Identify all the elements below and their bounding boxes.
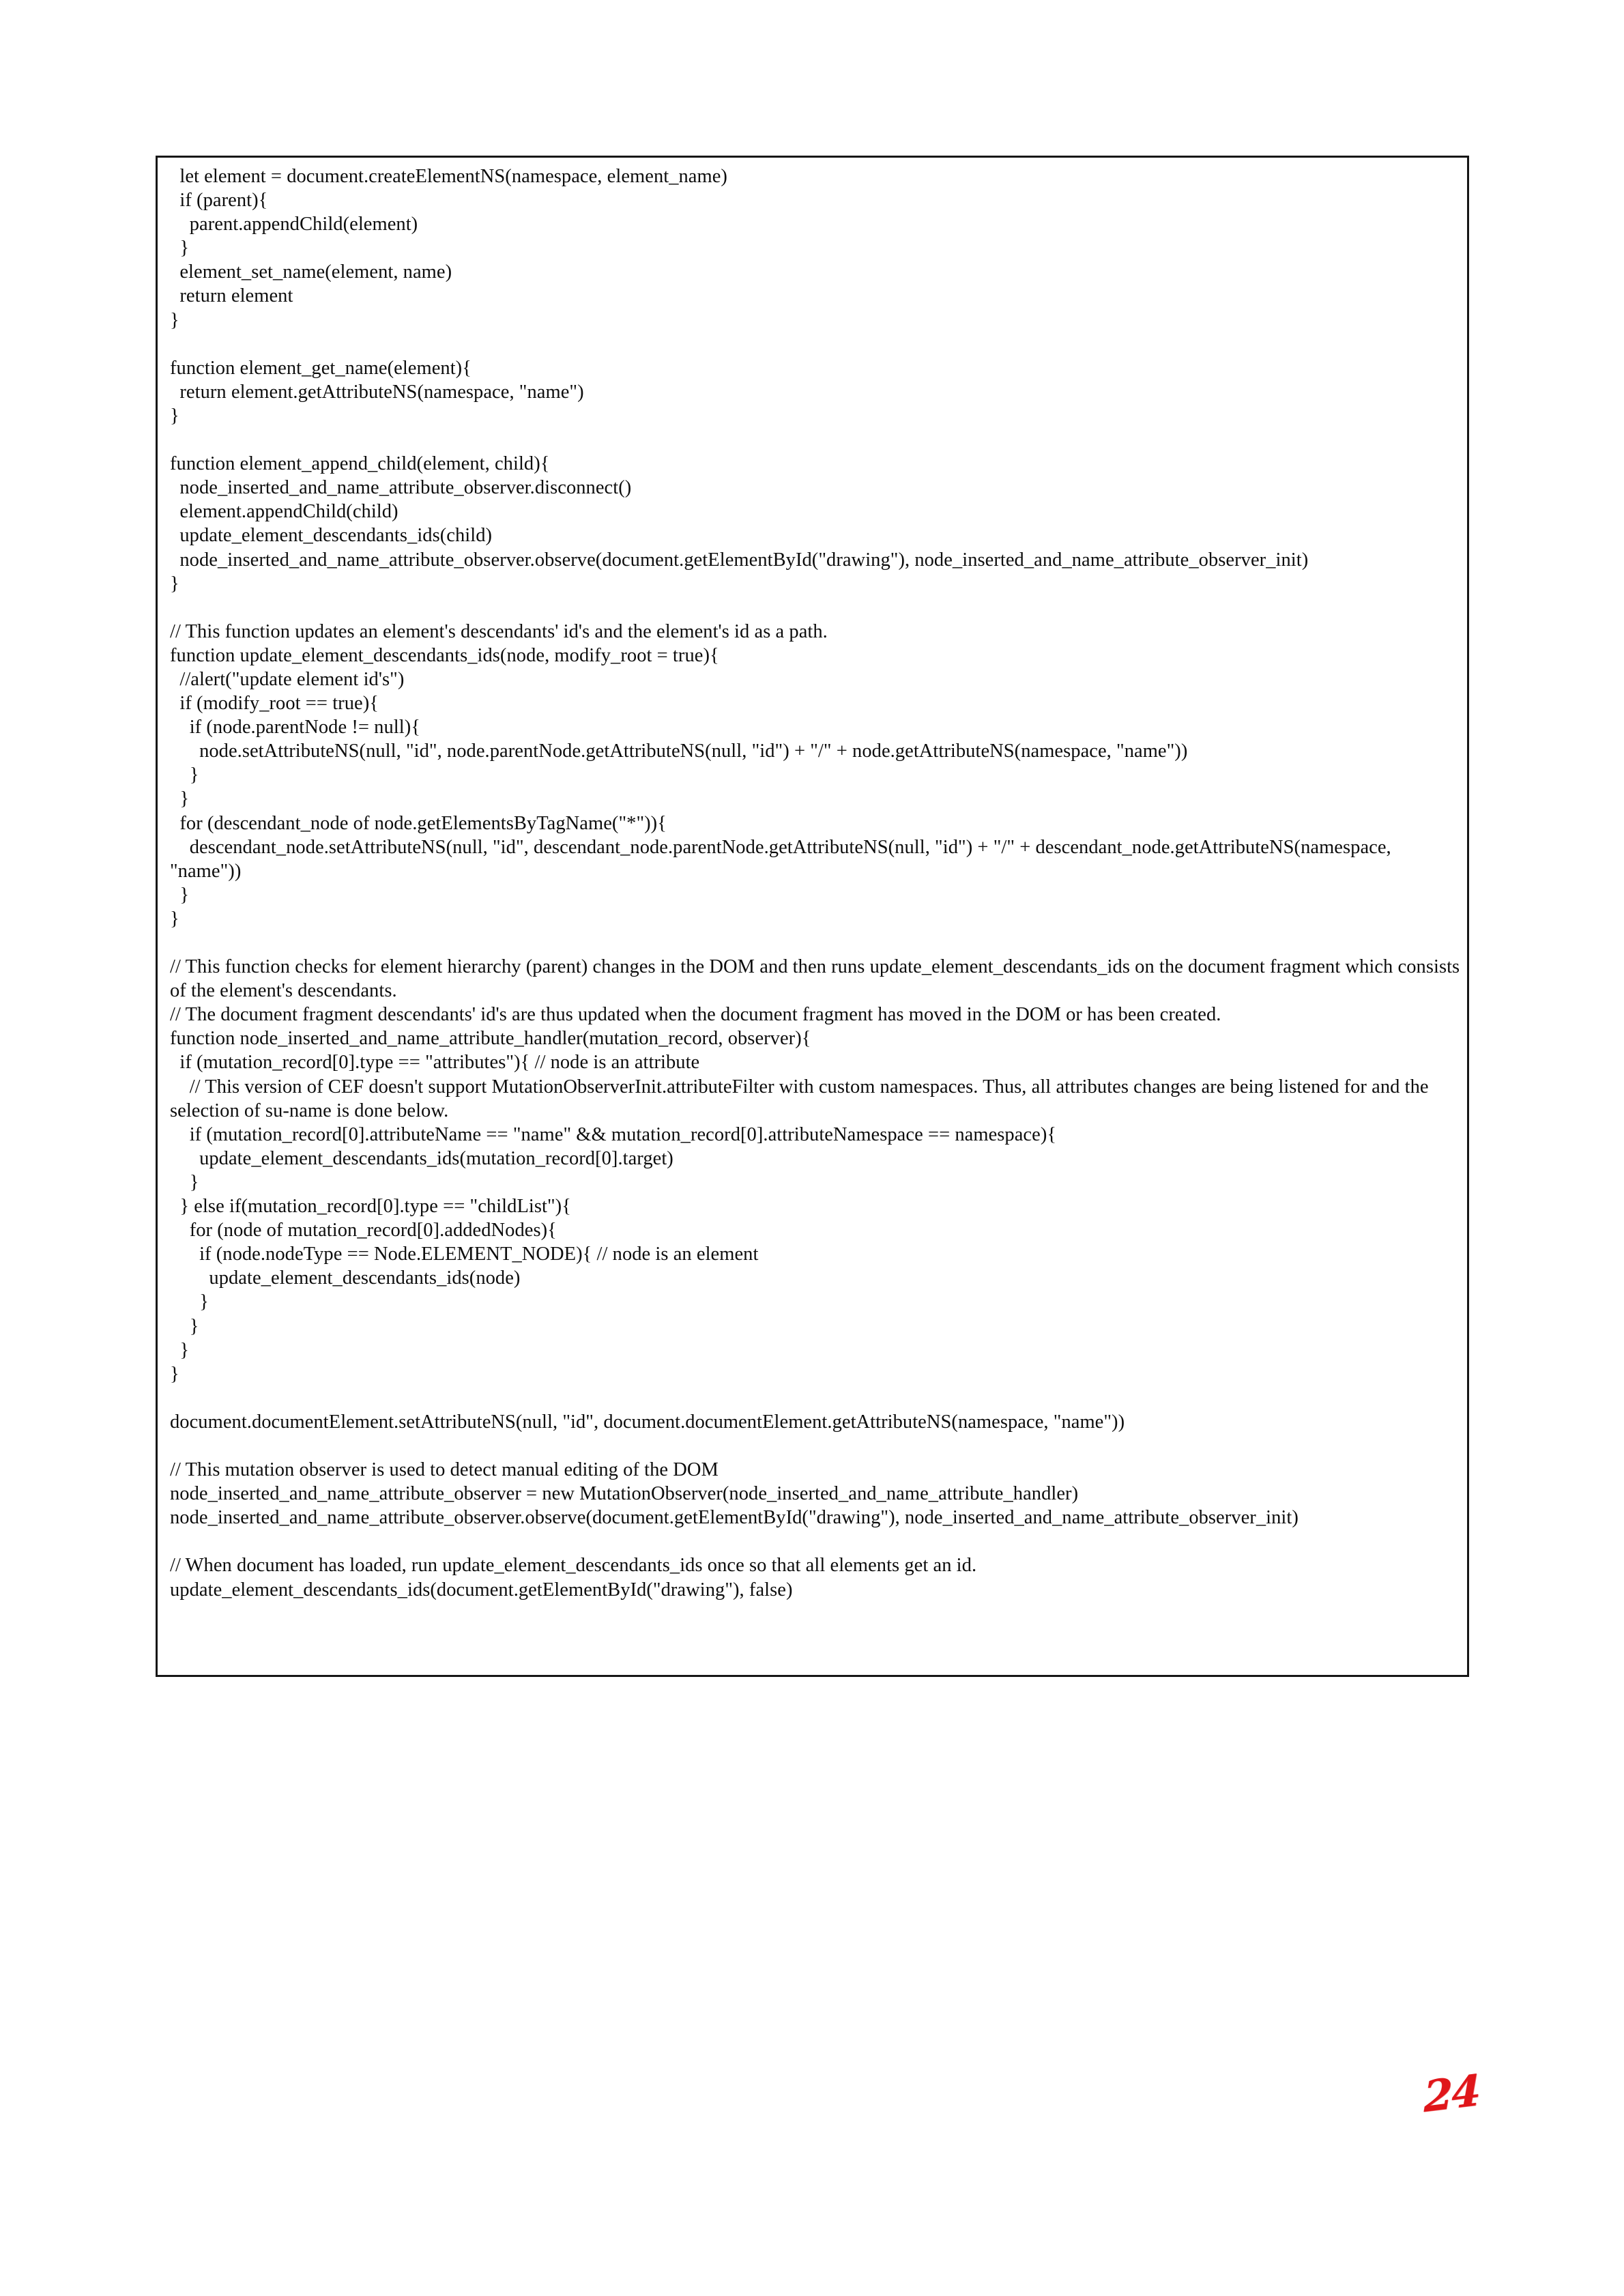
code-line: node_inserted_and_name_attribute_observer = new MutationObserver(node_inserted_and_name_attribute_handler) xyxy=(170,1483,1079,1505)
code-line: function update_element_descendants_ids(node, modify_root = true){ xyxy=(170,644,719,666)
code-line: } xyxy=(170,573,179,594)
code-line: if (parent){ xyxy=(170,190,268,212)
code-line: let element = document.createElementNS(namespace, element_name) xyxy=(170,166,727,187)
code-line xyxy=(170,1530,1462,1553)
code-line xyxy=(170,332,1462,356)
code-line: } xyxy=(170,238,190,259)
code-line: update_element_descendants_ids(document.getElementById("drawing"), false) xyxy=(170,1579,793,1601)
code-listing-text xyxy=(170,164,1465,1602)
code-line: } xyxy=(170,1363,179,1385)
code-line: if (mutation_record[0].type == "attributes"){ // node is an attribute xyxy=(170,1052,700,1074)
code-line: } xyxy=(170,1291,209,1313)
code-line: } xyxy=(170,1339,190,1361)
code-line: node_inserted_and_name_attribute_observer.disconnect() xyxy=(170,477,632,499)
code-line: //alert("update element id's") xyxy=(170,668,405,690)
code-line: element.appendChild(child) xyxy=(170,501,398,523)
code-line: if (node.parentNode != null){ xyxy=(170,717,420,738)
code-line: } xyxy=(170,309,179,331)
code-line: for (node of mutation_record[0].addedNodes){ xyxy=(170,1220,557,1242)
code-line: // This function updates an element's descendants' id's and the element's id as a path. xyxy=(170,620,828,642)
code-line: return element xyxy=(170,285,293,307)
code-line: if (modify_root == true){ xyxy=(170,693,379,715)
code-line: update_element_descendants_ids(child) xyxy=(170,525,493,547)
code-line: document.documentElement.setAttributeNS(null, "id", document.documentElement.getAttributeNS(namespace, "name")) xyxy=(170,1411,1125,1433)
code-line: if (node.nodeType == Node.ELEMENT_NODE){ // node is an element xyxy=(170,1244,759,1265)
code-line: return element.getAttributeNS(namespace, "name") xyxy=(170,381,584,403)
code-line: } xyxy=(170,788,190,810)
code-line: node_inserted_and_name_attribute_observer.observe(document.getElementById("drawing"), node_inserted_and_name_attribute_observer_init) xyxy=(170,549,1309,571)
code-line: } else if(mutation_record[0].type == "childList"){ xyxy=(170,1196,571,1218)
code-line: // This version of CEF doesn't support MutationObserverInit.attributeFilter with custom namespaces. Thus, all attributes changes are being listened for and the selection of su-name is done below. xyxy=(170,1076,1434,1121)
code-line: } xyxy=(170,764,199,786)
code-line: parent.appendChild(element) xyxy=(170,214,418,235)
code-line xyxy=(170,428,1462,452)
code-line xyxy=(170,596,1462,620)
code-line: function element_append_child(element, child){ xyxy=(170,453,550,475)
code-line: descendant_node.setAttributeNS(null, "id", descendant_node.parentNode.getAttributeNS(null, "id") + "/" + descendant_node.getAttributeNS(namespace, "name")) xyxy=(170,836,1396,882)
code-line xyxy=(170,1386,1462,1410)
code-line: function element_get_name(element){ xyxy=(170,357,472,379)
code-line: // The document fragment descendants' id's are thus updated when the document fragment has moved in the DOM or has been created. xyxy=(170,1004,1221,1026)
handwritten-page-number: 24 xyxy=(1423,2065,1480,2123)
code-line: update_element_descendants_ids(mutation_record[0].target) xyxy=(170,1147,673,1169)
code-line: // This function checks for element hierarchy (parent) changes in the DOM and then runs update_element_descendants_ids on the document fragment which consists of the element's descendants. xyxy=(170,956,1465,1002)
code-listing-box xyxy=(156,156,1469,1677)
code-line: } xyxy=(170,884,190,906)
code-line: function node_inserted_and_name_attribute_handler(mutation_record, observer){ xyxy=(170,1028,811,1050)
code-line: } xyxy=(170,1171,199,1193)
code-line: element_set_name(element, name) xyxy=(170,261,452,283)
code-line: update_element_descendants_ids(node) xyxy=(170,1267,521,1289)
code-line: // This mutation observer is used to detect manual editing of the DOM xyxy=(170,1459,719,1481)
code-line: // When document has loaded, run update_element_descendants_ids once so that all elements get an id. xyxy=(170,1555,977,1577)
code-line xyxy=(170,1434,1462,1458)
code-line: } xyxy=(170,405,179,427)
code-line: node.setAttributeNS(null, "id", node.parentNode.getAttributeNS(null, "id") + "/" + node.getAttributeNS(namespace, "name")) xyxy=(170,741,1188,762)
code-line: for (descendant_node of node.getElementsByTagName("*")){ xyxy=(170,812,667,834)
code-line: if (mutation_record[0].attributeName == "name" && mutation_record[0].attributeNamespace == namespace){ xyxy=(170,1123,1057,1145)
code-line: } xyxy=(170,1315,199,1337)
code-line xyxy=(170,931,1462,955)
code-line: } xyxy=(170,908,179,930)
code-line: node_inserted_and_name_attribute_observer.observe(document.getElementById("drawing"), node_inserted_and_name_attribute_observer_init) xyxy=(170,1507,1299,1529)
